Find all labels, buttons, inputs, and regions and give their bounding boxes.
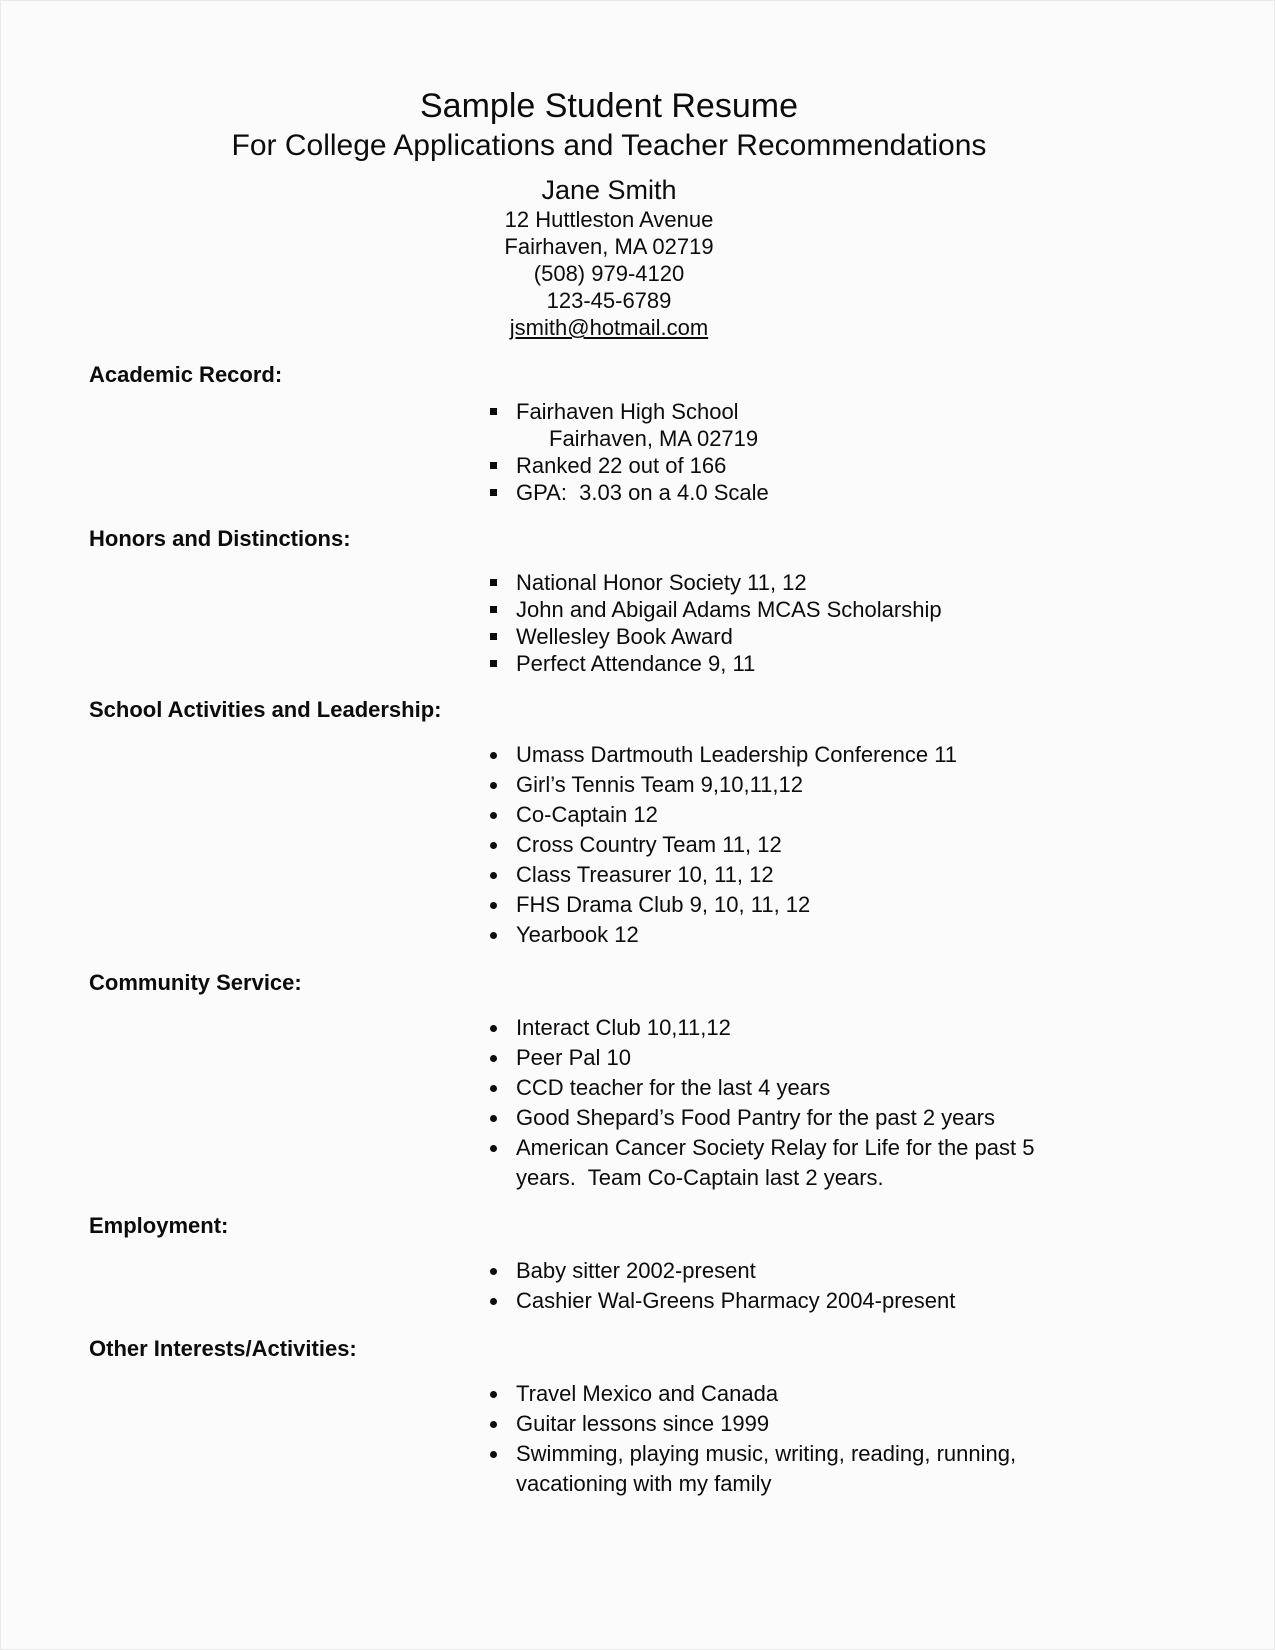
document-title: Sample Student Resume	[420, 87, 798, 125]
list-item	[488, 890, 1189, 920]
document-content	[1, 1, 1274, 1499]
list-item	[488, 1379, 1189, 1409]
contact-id-number: 123-45-6789	[546, 288, 672, 313]
list-item	[488, 569, 1189, 596]
section-heading: Honors and Distinctions:	[89, 526, 351, 551]
list-item-text: Fairhaven High School	[516, 399, 739, 424]
list-item-text: Travel Mexico and Canada	[516, 1381, 779, 1406]
round-bullet-icon	[490, 1145, 497, 1152]
resume-section	[89, 361, 1189, 506]
resume-section	[89, 1335, 1189, 1499]
section-list	[488, 740, 1189, 950]
section-list	[488, 569, 1189, 677]
round-bullet-icon	[490, 1268, 497, 1275]
resume-section	[89, 696, 1189, 950]
round-bullet-icon	[490, 1298, 497, 1305]
contact-address-city: Fairhaven, MA 02719	[504, 234, 714, 259]
list-item	[488, 770, 1189, 800]
list-item	[488, 452, 1189, 479]
round-bullet-icon	[490, 1085, 497, 1092]
section-heading: School Activities and Leadership:	[89, 697, 442, 722]
list-item	[488, 800, 1189, 830]
sections	[89, 361, 1189, 1499]
list-item	[488, 1103, 1189, 1133]
resume-section	[89, 1212, 1189, 1316]
contact-phone: (508) 979-4120	[533, 261, 685, 286]
list-item-text: FHS Drama Club 9, 10, 11, 12	[516, 892, 811, 917]
round-bullet-icon	[490, 842, 497, 849]
square-bullet-icon	[490, 462, 497, 469]
round-bullet-icon	[490, 902, 497, 909]
list-item-text: Good Shepard’s Food Pantry for the past 2 years	[516, 1105, 995, 1130]
list-item-text: American Cancer Society Relay for Life for the past 5 years. Team Co-Captain last 2 years.	[516, 1135, 1041, 1190]
round-bullet-icon	[490, 1451, 497, 1458]
list-item	[488, 920, 1189, 950]
list-item-text: CCD teacher for the last 4 years	[516, 1075, 831, 1100]
section-heading: Community Service:	[89, 970, 302, 995]
list-item	[488, 479, 1189, 506]
list-item	[488, 1256, 1189, 1286]
section-list	[488, 1256, 1189, 1316]
section-list	[488, 398, 1189, 506]
list-item	[488, 596, 1189, 623]
list-item	[488, 650, 1189, 677]
list-item-text: National Honor Society 11, 12	[516, 570, 807, 595]
contact-address-street: 12 Huttleston Avenue	[504, 207, 714, 232]
round-bullet-icon	[490, 1391, 497, 1398]
list-item-text: Girl’s Tennis Team 9,10,11,12	[516, 772, 803, 797]
list-item-text: Wellesley Book Award	[516, 624, 733, 649]
square-bullet-icon	[490, 408, 497, 415]
round-bullet-icon	[490, 752, 497, 759]
list-item	[488, 830, 1189, 860]
square-bullet-icon	[490, 489, 497, 496]
list-item	[488, 1043, 1189, 1073]
list-item-text: Cashier Wal-Greens Pharmacy 2004-present	[516, 1288, 956, 1313]
round-bullet-icon	[490, 932, 497, 939]
list-item	[488, 623, 1189, 650]
round-bullet-icon	[490, 1055, 497, 1062]
section-list	[488, 1013, 1189, 1193]
round-bullet-icon	[490, 1421, 497, 1428]
document-header	[89, 85, 1129, 341]
section-heading: Other Interests/Activities:	[89, 1336, 357, 1361]
section-heading: Employment:	[89, 1213, 229, 1238]
list-item	[488, 1073, 1189, 1103]
contact-name: Jane Smith	[541, 175, 677, 205]
list-item-text: Guitar lessons since 1999	[516, 1411, 770, 1436]
list-item-text: Peer Pal 10	[516, 1045, 631, 1070]
list-item-text: GPA: 3.03 on a 4.0 Scale	[516, 480, 769, 505]
list-item	[488, 1013, 1189, 1043]
section-heading: Academic Record:	[89, 362, 283, 387]
list-item	[488, 860, 1189, 890]
list-item-text: Yearbook 12	[516, 922, 639, 947]
list-item-text: Swimming, playing music, writing, reading, running, vacationing with my family	[516, 1441, 1023, 1496]
square-bullet-icon	[490, 660, 497, 667]
list-item-text: Class Treasurer 10, 11, 12	[516, 862, 774, 887]
resume-section	[89, 525, 1189, 677]
document-subtitle: For College Applications and Teacher Recommendations	[231, 129, 987, 162]
contact-block	[89, 174, 1129, 341]
list-item-subline: Fairhaven, MA 02719	[549, 426, 759, 451]
round-bullet-icon	[490, 1025, 497, 1032]
contact-email-link[interactable]: jsmith@hotmail.com	[509, 315, 709, 340]
square-bullet-icon	[490, 579, 497, 586]
list-item-text: Perfect Attendance 9, 11	[516, 651, 756, 676]
list-item-text: Co-Captain 12	[516, 802, 658, 827]
square-bullet-icon	[490, 633, 497, 640]
list-item-text: Ranked 22 out of 166	[516, 453, 727, 478]
resume-section	[89, 969, 1189, 1193]
square-bullet-icon	[490, 606, 497, 613]
list-item	[488, 398, 1189, 452]
section-list	[488, 1379, 1189, 1499]
round-bullet-icon	[490, 872, 497, 879]
list-item	[488, 1133, 1189, 1193]
list-item	[488, 1439, 1189, 1499]
list-item	[488, 1286, 1189, 1316]
list-item	[488, 740, 1189, 770]
list-item-text: Cross Country Team 11, 12	[516, 832, 782, 857]
list-item-text: Baby sitter 2002-present	[516, 1258, 756, 1283]
round-bullet-icon	[490, 1115, 497, 1122]
round-bullet-icon	[490, 782, 497, 789]
list-item-text: Umass Dartmouth Leadership Conference 11	[516, 742, 958, 767]
list-item	[488, 1409, 1189, 1439]
list-item-text: Interact Club 10,11,12	[516, 1015, 731, 1040]
round-bullet-icon	[490, 812, 497, 819]
list-item-text: John and Abigail Adams MCAS Scholarship	[516, 597, 942, 622]
